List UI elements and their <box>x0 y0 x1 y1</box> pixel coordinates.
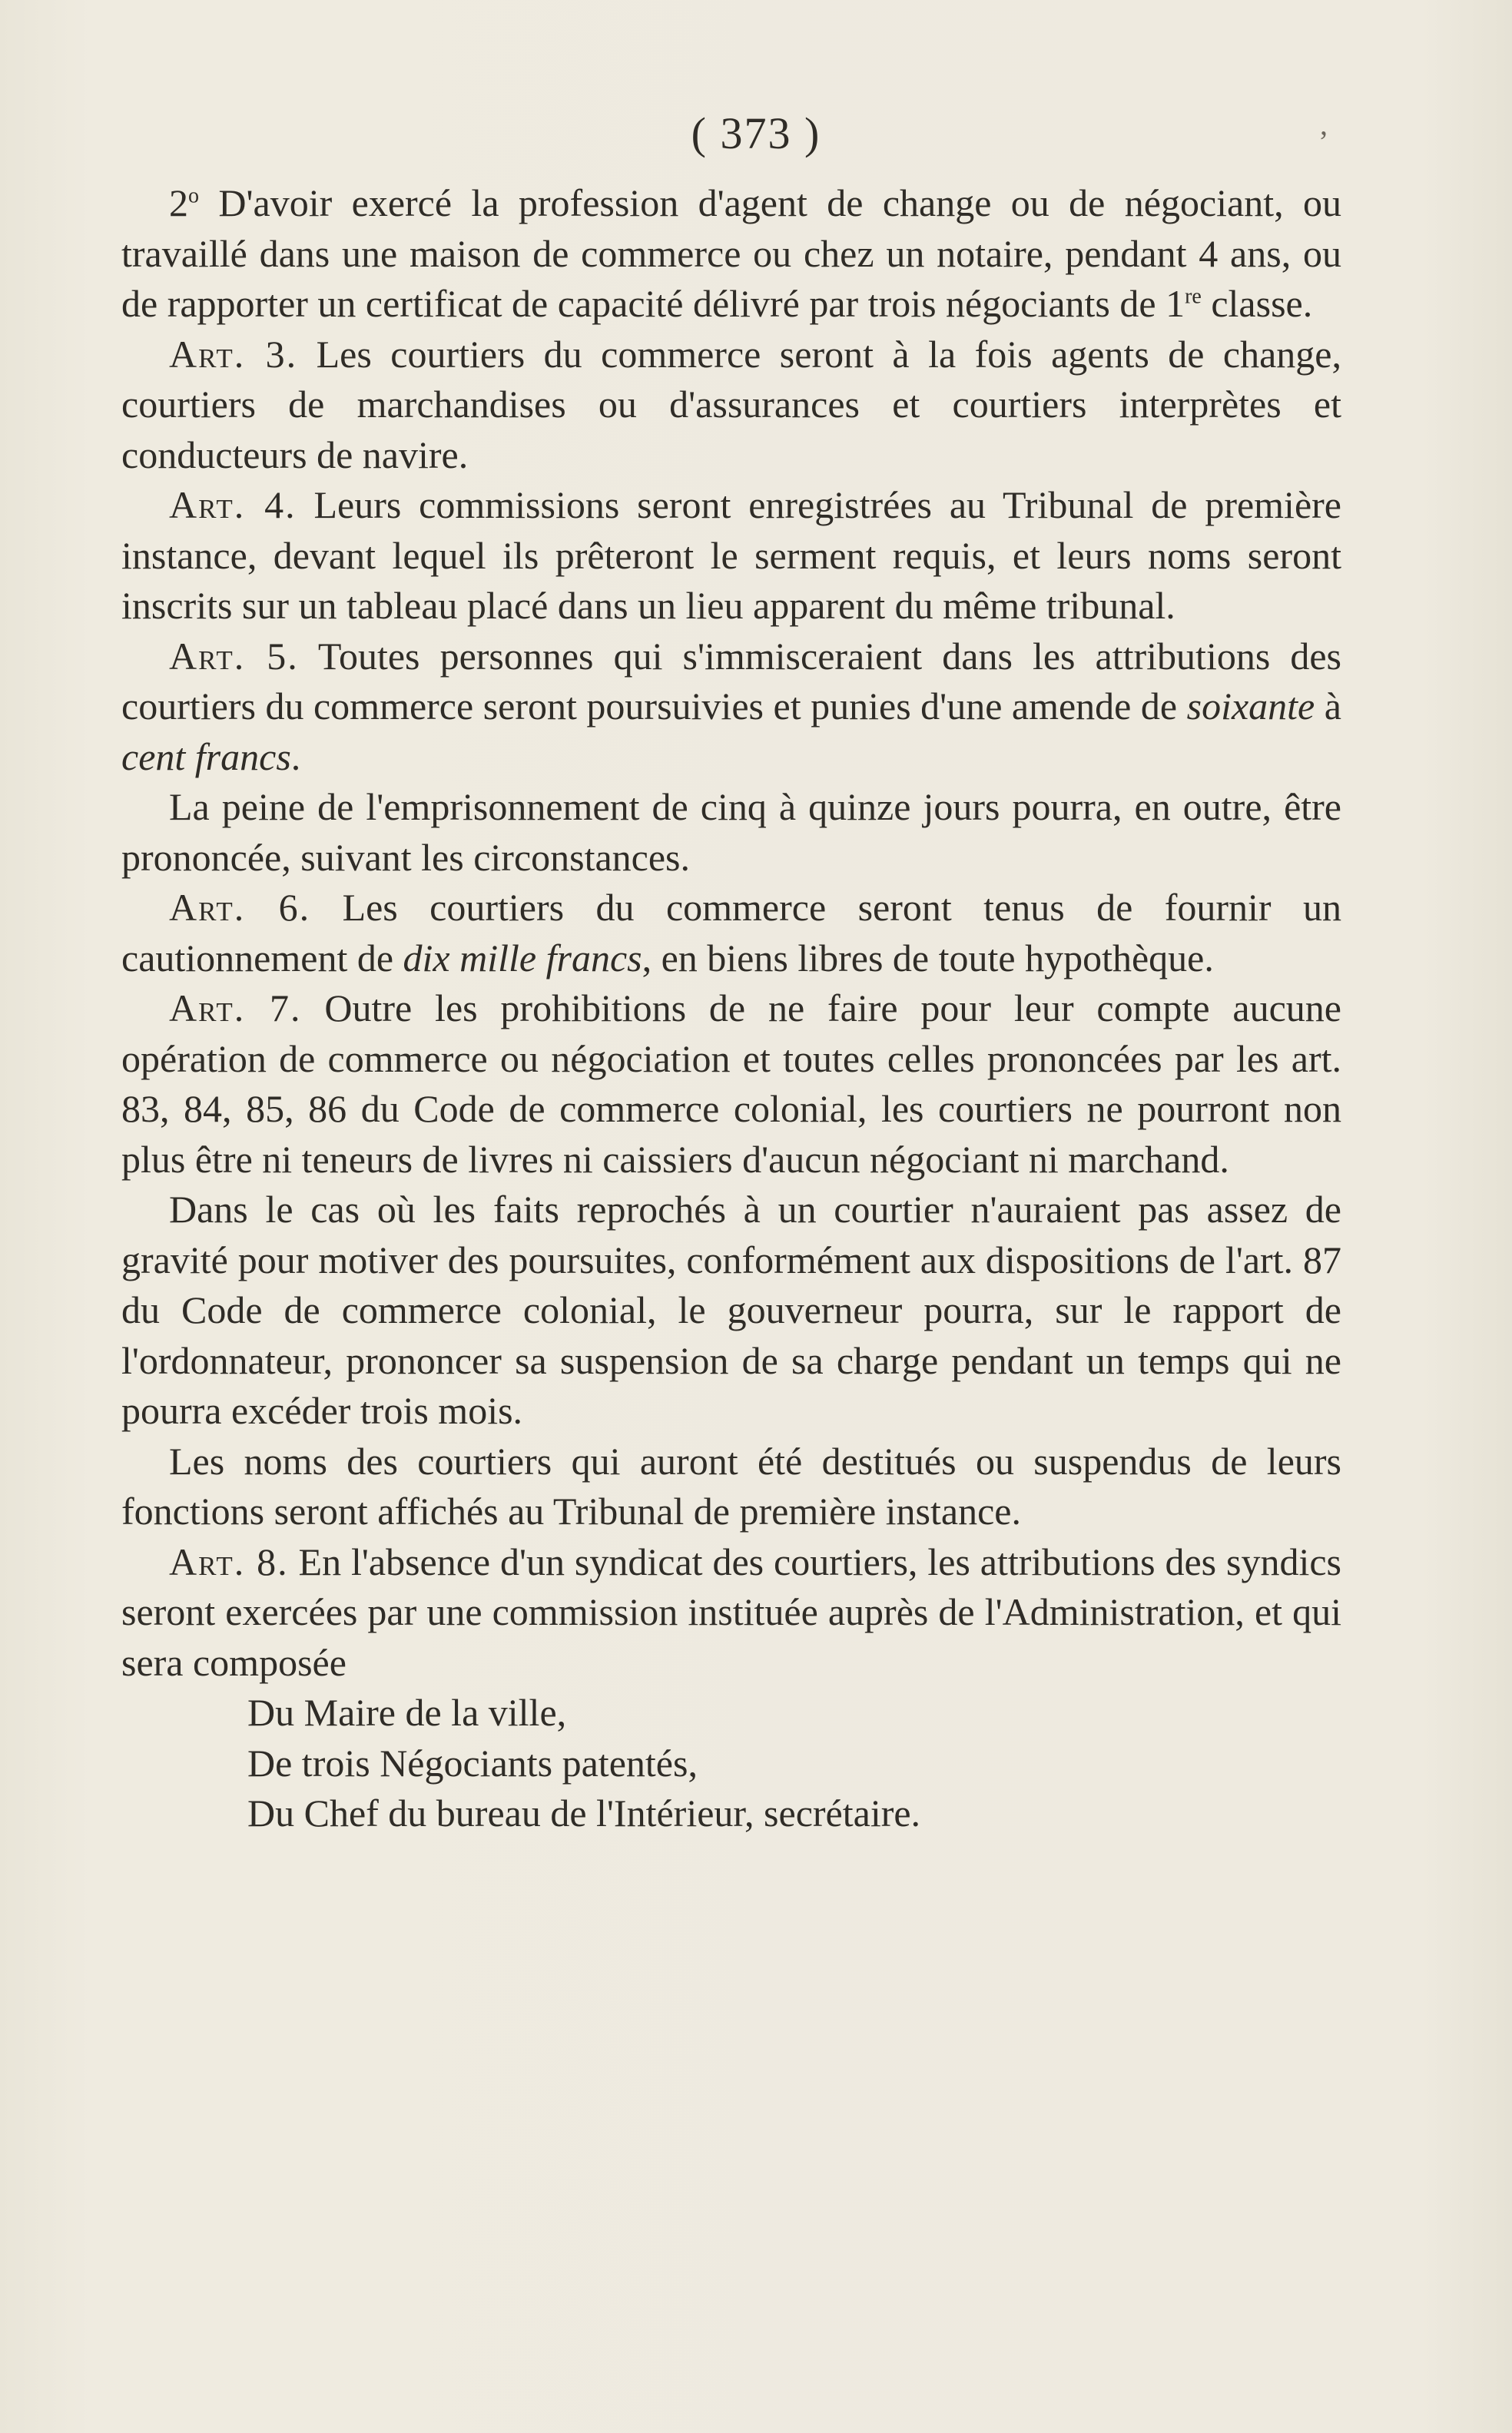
commission-members-list <box>121 1688 1341 1839</box>
margin-mark: , <box>1320 107 1328 141</box>
article-number: Art. 3. <box>169 332 298 376</box>
paragraph-condition-2: 2$^o$ D'avoir exercé la profession d'agent de change ou de négociant, ou travaillé dans une maison de commerce ou chez un notaire, pendant 4 ans, ou de rapporter un certificat de capacité délivré par trois négociants de 1re classe. <box>121 181 1341 325</box>
article-number: Art. 6. <box>169 886 311 929</box>
article-8: Art. 8. En l'absence d'un syndicat des courtiers, les attributions des syndics seront exercées par une commission instituée auprès de l'Administration, et qui sera composée <box>121 1540 1341 1684</box>
article-7-continued: Dans le cas où les faits reprochés à un courtier n'auraient pas assez de gravité pour motiver des poursuites, conformément aux dispositions de l'art. 87 du Code de commerce colonial, le gouverneur pourra, sur le rapport de l'ordonnateur, prononcer sa suspension de sa charge pendant un temps qui ne pourra excéder trois mois. <box>121 1188 1341 1432</box>
article-number: Art. 8. <box>169 1540 289 1583</box>
article-5: Art. 5. Toutes personnes qui s'immisceraient dans les attributions des courtiers du commerce seront poursuivies et punies d'une amende de soixante à cent francs. <box>121 634 1341 778</box>
article-4: Art. 4. Leurs commissions seront enregistrées au Tribunal de première instance, devant lequel ils prêteront le serment requis, et leurs noms seront inscrits sur un tableau placé dans un lieu apparent du même tribunal. <box>121 483 1341 627</box>
list-item: Du Maire de la ville, <box>247 1691 567 1734</box>
article-3: Art. 3. Les courtiers du commerce seront à la fois agents de change, courtiers de marchandises ou d'assurances et courtiers interprètes et conducteurs de navire. <box>121 332 1341 476</box>
article-7: Art. 7. Outre les prohibitions de ne faire pour leur compte aucune opération de commerce ou négociation et toutes celles prononcées par les art. 83, 84, 85, 86 du Code de commerce colonial, les courtiers ne pourront non plus être ni teneurs de livres ni caissiers d'aucun négociant ni marchand. <box>121 986 1341 1181</box>
list-item: Du Chef du bureau de l'Intérieur, secrétaire. <box>247 1792 921 1835</box>
article-5-continued: La peine de l'emprisonnement de cinq à quinze jours pourra, en outre, être prononcée, suivant les circonstances. <box>121 785 1341 879</box>
body-text <box>121 178 1341 1839</box>
article-7-names: Les noms des courtiers qui auront été destitués ou suspendus de leurs fonctions seront affichés au Tribunal de première instance. <box>121 1439 1341 1533</box>
article-number: Art. 7. <box>169 986 302 1029</box>
article-6: Art. 6. Les courtiers du commerce seront tenus de fournir un cautionnement de dix mille francs, en biens libres de toute hypothèque. <box>121 886 1342 979</box>
page-number: ( 373 ) <box>691 108 821 158</box>
article-number: Art. 5. <box>169 634 299 678</box>
list-item: De trois Négociants patentés, <box>247 1741 698 1785</box>
article-number: Art. 4. <box>169 483 297 526</box>
